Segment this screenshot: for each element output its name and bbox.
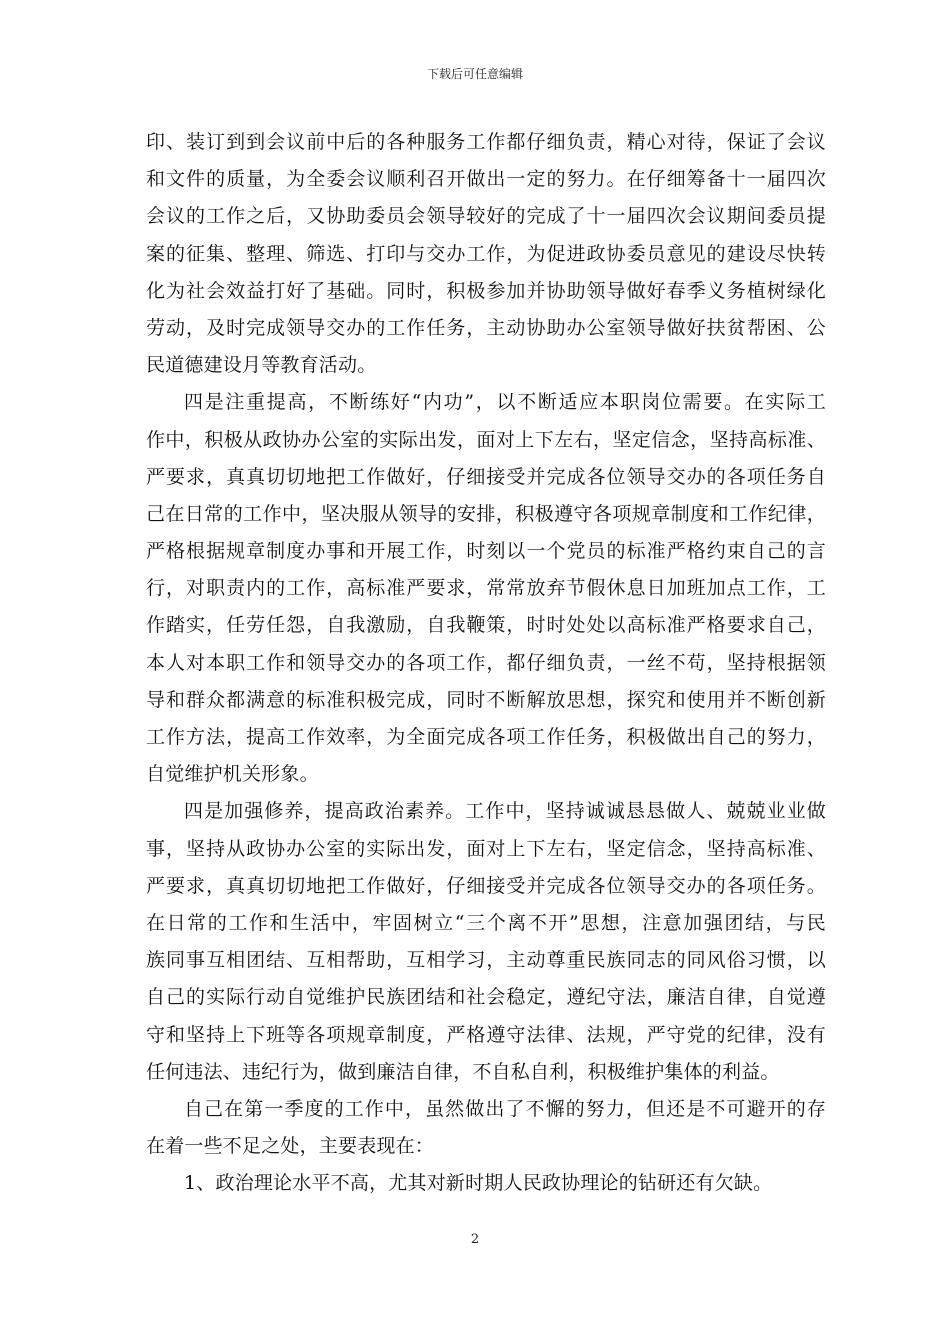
text-line: 严要求，真真切切地把工作做好，仔细接受并完成各位领导交办的各项任务。 xyxy=(146,874,826,897)
text-line-paragraph-start: 四是加强修养，提高政治素养。工作中，坚持诚诚恳恳做人、兢兢业业做 xyxy=(184,800,826,823)
text-line-paragraph-start: 四是注重提高，不断练好“内功”，以不断适应本职岗位需要。在实际工 xyxy=(184,391,826,414)
page-number: 2 xyxy=(470,1232,480,1247)
text-line: 事，坚持从政协办公室的实际出发，面对上下左右，坚定信念，坚持高标准、 xyxy=(146,837,826,860)
text-line: 劳动，及时完成领导交办的工作任务，主动协助办公室领导做好扶贫帮困、公 xyxy=(146,316,826,339)
text-line: 作踏实，任劳任怨，自我激励，自我鞭策，时时处处以高标准严格要求自己， xyxy=(146,614,826,637)
text-line: 行，对职责内的工作，高标准严要求，常常放弃节假休息日加班加点工作，工 xyxy=(146,577,826,600)
text-line: 严要求，真真切切地把工作做好，仔细接受并完成各位领导交办的各项任务自 xyxy=(146,465,826,488)
document-body xyxy=(146,124,826,1202)
text-line: 守和坚持上下班等各项规章制度，严格遵守法律、法规，严守党的纪律，没有 xyxy=(146,1023,826,1046)
text-line: 族同事互相团结、互相帮助，互相学习，主动尊重民族同志的同风俗习惯，以 xyxy=(146,949,826,972)
text-line: 工作方法，提高工作效率，为全面完成各项工作任务，积极做出自己的努力， xyxy=(146,726,826,748)
text-line: 自觉维护机关形象。 xyxy=(146,763,319,786)
text-line: 导和群众都满意的标准积极完成，同时不断解放思想，探究和使用并不断创新 xyxy=(146,688,826,711)
text-line-paragraph-start: 自己在第一季度的工作中，虽然做出了不懈的努力，但还是不可避开的存 xyxy=(184,1097,826,1120)
text-line: 任何违法、违纪行为，做到廉洁自律，不自私自利，积极维护集体的利益。 xyxy=(146,1060,780,1083)
page-header: 下载后可任意编辑 xyxy=(426,67,523,81)
text-line: 会议的工作之后，又协助委员会领导较好的完成了十一届四次会议期间委员提 xyxy=(146,205,826,228)
text-line: 自己的实际行动自觉维护民族团结和社会稳定，遵纪守法，廉洁自律，自觉遵 xyxy=(146,986,826,1009)
text-line: 在日常的工作和生活中，牢固树立“三个离不开”思想，注意加强团结，与民 xyxy=(146,911,826,934)
text-line-list-item: 1、政治理论水平不高，尤其对新时期人民政协理论的钻研还有欠缺。 xyxy=(184,1172,773,1195)
text-line: 案的征集、整理、筛选、打印与交办工作，为促进政协委员意见的建设尽快转 xyxy=(146,242,826,265)
text-line: 己在日常的工作中，坚决服从领导的安排，积极遵守各项规章制度和工作纪律， xyxy=(146,502,826,525)
text-line: 民道德建设月等教育活动。 xyxy=(146,354,377,377)
text-line: 化为社会效益打好了基础。同时，积极参加并协助领导做好春季义务植树绿化 xyxy=(146,279,826,302)
text-line: 严格根据规章制度办事和开展工作，时刻以一个党员的标准严格约束自己的言 xyxy=(146,540,826,563)
text-line: 在着一些不足之处，主要表现在： xyxy=(146,1135,435,1158)
text-line: 作中，积极从政协办公室的实际出发，面对上下左右，坚定信念，坚持高标准、 xyxy=(146,428,826,451)
text-line: 和文件的质量，为全委会议顺利召开做出一定的努力。在仔细筹备十一届四次 xyxy=(146,168,826,191)
text-line: 印、装订到到会议前中后的各种服务工作都仔细负责，精心对待，保证了会议 xyxy=(146,131,826,153)
text-line: 本人对本职工作和领导交办的各项工作，都仔细负责，一丝不苟，坚持根据领 xyxy=(146,651,826,674)
